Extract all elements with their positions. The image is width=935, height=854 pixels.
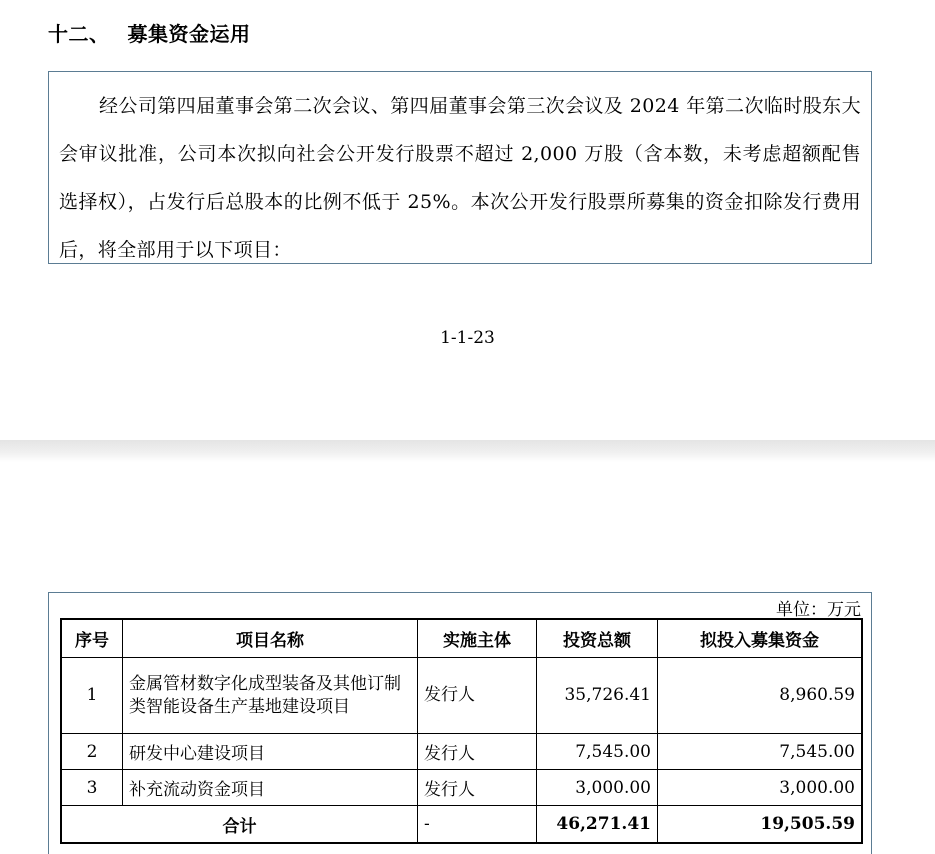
page-number: 1-1-23	[440, 328, 495, 348]
cell-implementer: 发行人	[418, 770, 537, 806]
header-raised: 拟投入募集资金	[658, 619, 863, 658]
cell-investment: 3,000.00	[537, 770, 658, 806]
cell-raised: 3,000.00	[658, 770, 863, 806]
cell-name: 研发中心建设项目	[123, 734, 418, 770]
table-row	[61, 658, 862, 734]
total-label: 合计	[61, 806, 418, 844]
page-separator	[0, 440, 935, 462]
section-heading	[48, 18, 251, 47]
unit-label: 单位：万元	[776, 600, 861, 620]
cell-investment: 7,545.00	[537, 734, 658, 770]
cell-name: 金属管材数字化成型装备及其他订制类智能设备生产基地建设项目	[123, 658, 418, 734]
total-implementer: -	[418, 806, 537, 844]
cell-name: 补充流动资金项目	[123, 770, 418, 806]
cell-seq: 1	[61, 658, 123, 734]
cell-investment: 35,726.41	[537, 658, 658, 734]
section-number: 十二、	[48, 22, 110, 46]
table-total-row	[61, 806, 862, 844]
total-raised: 19,505.59	[658, 806, 863, 844]
cell-implementer: 发行人	[418, 734, 537, 770]
summary-box	[48, 71, 872, 264]
header-implementer: 实施主体	[418, 619, 537, 658]
fund-usage-frame	[48, 592, 872, 854]
summary-paragraph: 经公司第四届董事会第二次会议、第四届董事会第三次会议及 2024 年第二次临时股东大会审议批准，公司本次拟向社会公开发行股票不超过 2,000 万股（含本数，未考虑超额配售选择权），占发行后总股本的比例不低于 25%。本次公开发行股票所募集的资金扣除发行费用后，将全部用于以下项目：	[59, 95, 861, 261]
cell-implementer: 发行人	[418, 658, 537, 734]
header-seq: 序号	[61, 619, 123, 658]
header-name: 项目名称	[123, 619, 418, 658]
cell-raised: 7,545.00	[658, 734, 863, 770]
table-header-row	[61, 619, 862, 658]
cell-seq: 2	[61, 734, 123, 770]
total-investment: 46,271.41	[537, 806, 658, 844]
section-title: 募集资金运用	[127, 22, 251, 46]
fund-usage-table	[60, 618, 863, 844]
table-row	[61, 734, 862, 770]
header-investment: 投资总额	[537, 619, 658, 658]
cell-raised: 8,960.59	[658, 658, 863, 734]
cell-seq: 3	[61, 770, 123, 806]
table-row	[61, 770, 862, 806]
